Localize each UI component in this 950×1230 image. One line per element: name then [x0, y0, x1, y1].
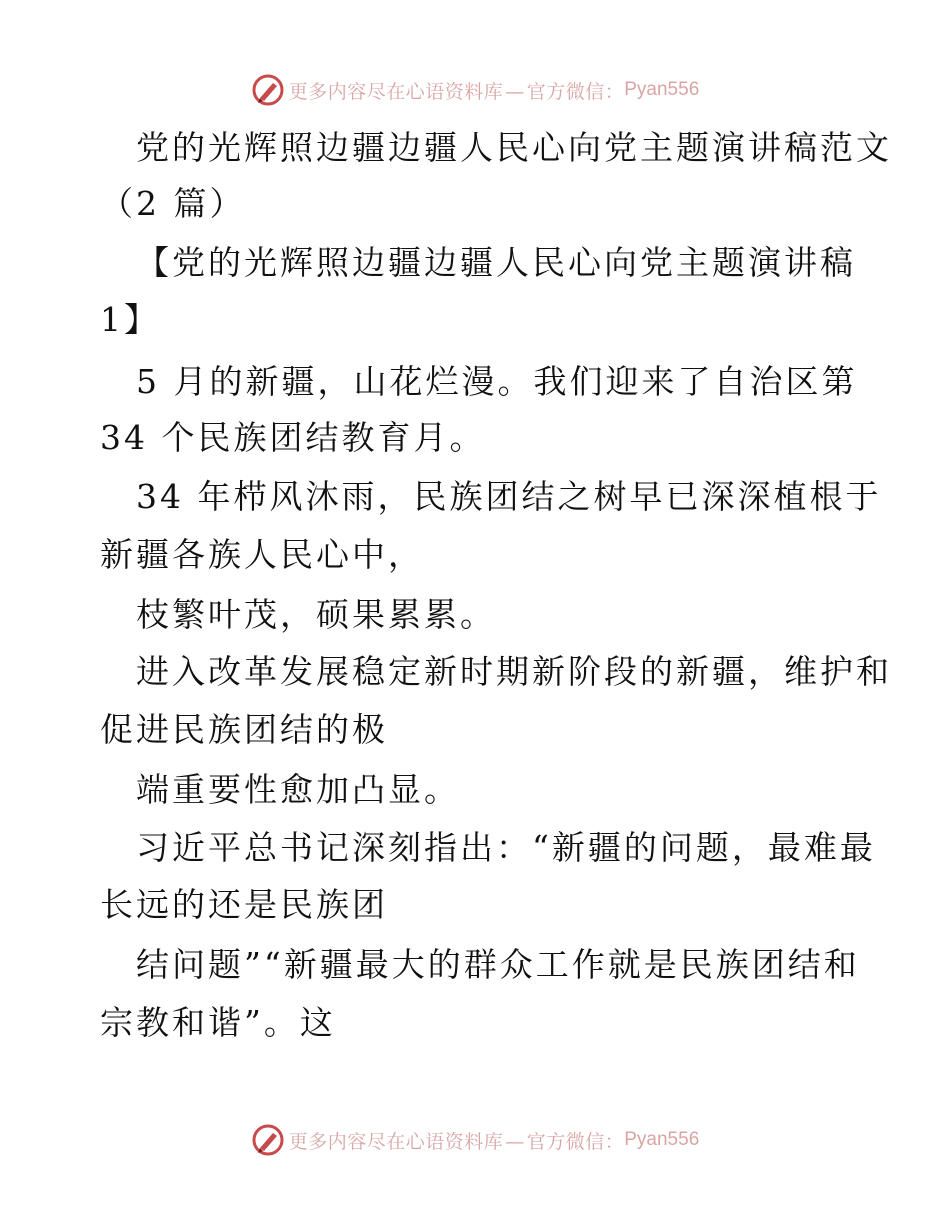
paragraph-line: 5 月的新疆，山花烂漫。我们迎来了自治区第 — [136, 362, 858, 401]
section-heading: 【党的光辉照边疆边疆人民心向党主题演讲稿 — [136, 243, 856, 282]
document-title-cont: （2 篇） — [100, 184, 246, 223]
pen-logo-icon — [251, 73, 285, 107]
header-watermark — [0, 70, 950, 110]
paragraph-line: 新疆各族人民心中， — [100, 535, 424, 574]
watermark-id: Pyan556 — [624, 1129, 700, 1150]
watermark-text: 更多内容尽在心语资料库 — 官方微信： — [288, 1130, 625, 1153]
document-title: 党的光辉照边疆边疆人民心向党主题演讲稿范文 — [136, 128, 892, 167]
watermark-text: 更多内容尽在心语资料库 — 官方微信： — [288, 80, 625, 103]
paragraph-line: 长远的还是民族团 — [100, 885, 388, 924]
paragraph-line: 宗教和谐”。这 — [100, 1003, 336, 1042]
paragraph-line: 枝繁叶茂，硕果累累。 — [136, 595, 496, 634]
paragraph-line: 34 年栉风沐雨，民族团结之树早已深深植根于 — [136, 477, 882, 516]
paragraph-line: 端重要性愈加凸显。 — [136, 770, 460, 809]
footer-watermark — [0, 1120, 950, 1160]
section-heading-cont: 1】 — [100, 300, 160, 339]
pen-logo-icon — [251, 1123, 285, 1157]
watermark-id: Pyan556 — [624, 79, 700, 100]
paragraph-line: 促进民族团结的极 — [100, 710, 388, 749]
paragraph-line: 34 个民族团结教育月。 — [100, 418, 486, 457]
paragraph-line: 习近平总书记深刻指出：“新疆的问题，最难最 — [136, 828, 876, 867]
paragraph-line: 结问题”“新疆最大的群众工作就是民族团结和 — [136, 945, 860, 984]
paragraph-line: 进入改革发展稳定新时期新阶段的新疆，维护和 — [136, 652, 892, 691]
